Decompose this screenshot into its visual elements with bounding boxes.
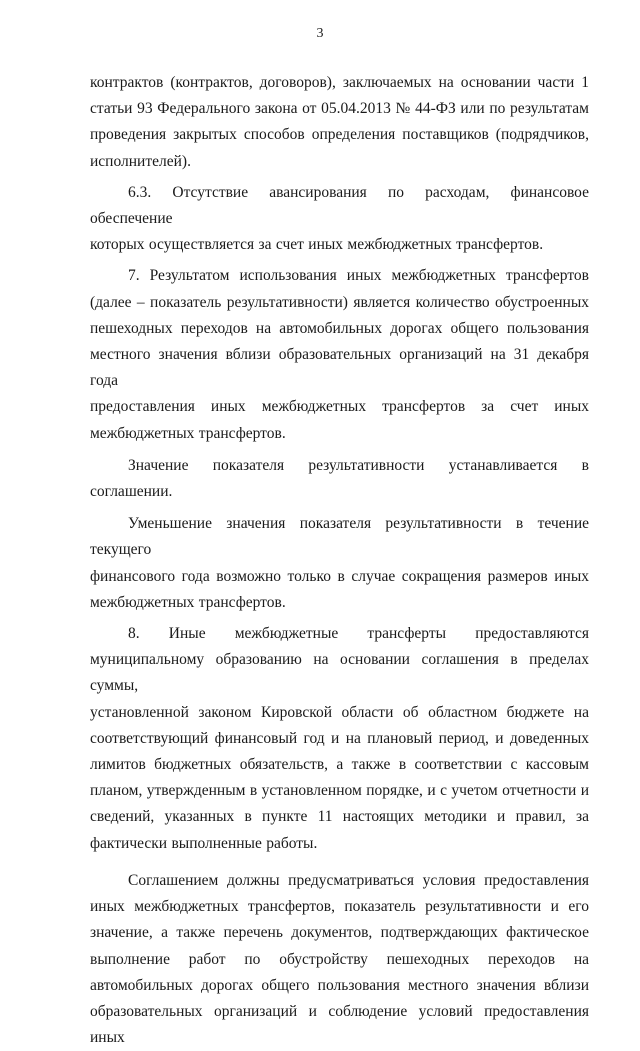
text-line: соответствующий финансовый год и на плановый период, и доведенных xyxy=(90,729,589,747)
document-body xyxy=(90,70,589,1051)
text-line: статьи 93 Федерального закона от 05.04.2013 № 44-ФЗ или по результатам xyxy=(90,100,589,118)
page-number: 3 xyxy=(316,26,324,41)
text-line: 8. Иные межбюджетные трансферты предоставляются xyxy=(128,625,589,643)
paragraph-agreement-conditions xyxy=(90,868,589,1051)
text-line: финансового года возможно только в случае сокращения размеров иных xyxy=(90,567,589,585)
text-line: 7. Результатом использования иных межбюджетных трансфертов xyxy=(128,267,589,285)
text-line: фактически выполненные работы. xyxy=(90,834,318,852)
text-line: контрактов (контрактов, договоров), заключаемых на основании части 1 xyxy=(90,74,589,91)
text-line: (далее – показатель результативности) является количество обустроенных xyxy=(90,293,589,311)
text-line: которых осуществляется за счет иных межбюджетных трансфертов. xyxy=(90,236,544,254)
text-line: выполнение работ по обустройству пешеходных переходов на xyxy=(90,950,589,968)
text-line: предоставления иных межбюджетных трансфертов за счет иных xyxy=(90,398,589,416)
text-line: межбюджетных трансфертов. xyxy=(90,424,286,442)
text-line: проведения закрытых способов определения поставщиков (подрядчиков, xyxy=(90,126,589,144)
text-line: образовательных организаций и соблюдение условий предоставления иных xyxy=(90,1002,589,1047)
paragraph-7 xyxy=(90,263,589,446)
text-line: лимитов бюджетных обязательств, а также в соответствии с кассовым xyxy=(90,756,589,774)
text-line: 6.3. Отсутствие авансирования по расходам, финансовое обеспечение xyxy=(90,183,589,228)
text-line: сведений, указанных в пункте 11 настоящих методики и правил, за xyxy=(90,808,589,826)
text-line: Уменьшение значения показателя результативности в течение текущего xyxy=(90,515,589,559)
text-line: Соглашением должны предусматриваться условия предоставления xyxy=(128,871,589,889)
text-line: планом, утвержденным в установленном порядке, и с учетом отчетности и xyxy=(90,782,589,800)
text-line: муниципальному образованию на основании соглашения в пределах суммы, xyxy=(90,651,589,695)
text-line: значение, а также перечень документов, подтверждающих фактическое xyxy=(90,924,589,942)
text-line: местного значения вблизи образовательных организаций на 31 декабря года xyxy=(90,346,589,390)
text-line: исполнителей). xyxy=(90,152,191,170)
paragraph-8 xyxy=(90,621,589,857)
text-line: установленной законом Кировской области об областном бюджете на xyxy=(90,703,589,721)
text-line: пешеходных переходов на автомобильных дорогах общего пользования xyxy=(90,319,589,337)
text-line: межбюджетных трансфертов. xyxy=(90,593,286,611)
paragraph-procurement-continuation xyxy=(90,70,589,175)
text-line: иных межбюджетных трансфертов, показатель результативности и его xyxy=(90,898,589,916)
text-line: Значение показателя результативности устанавливается в соглашении. xyxy=(90,456,589,501)
paragraph-indicator-reduction xyxy=(90,511,589,616)
paragraph-6-3 xyxy=(90,180,589,259)
paragraph-indicator-value xyxy=(90,453,589,505)
text-line: автомобильных дорогах общего пользования местного значения вблизи xyxy=(90,976,589,994)
